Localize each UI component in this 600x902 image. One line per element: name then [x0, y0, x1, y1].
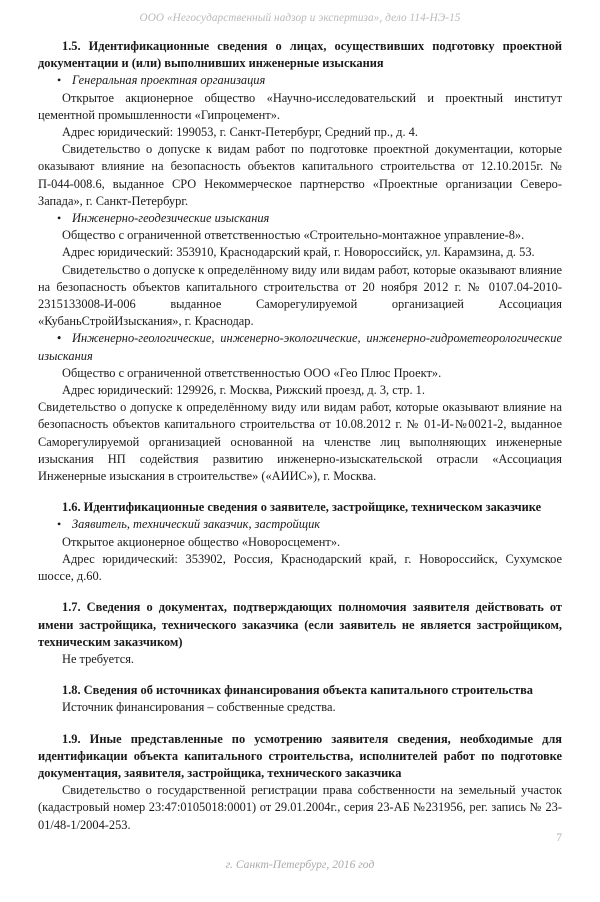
running-header: ООО «Негосударственный надзор и экспертиза», дело 114-НЭ-15 — [139, 12, 461, 24]
paragraph-1-5-sro-certificate: Свидетельство о допуске к видам работ по подготовке проектной документации, которые оказывают влияние на безопасность объектов капитального строительства от 12.10.2015г. № П-044-008.6, выданное СРО Некоммерческое партнерство «Проектные организации Северо-Запада», г. Санкт-Петербург. — [38, 142, 562, 208]
paragraph-1-5-geodetic-org: Общество с ограниченной ответственностью «Строительно-монтажное управление-8». — [62, 228, 525, 243]
bullet-list-1-6 — [38, 516, 562, 533]
bullet-item-label: Инженерно-геологические, инженерно-экологические, инженерно-гидрометеорологические изыскания — [38, 331, 562, 363]
paragraph-1-7-content: Не требуется. — [62, 651, 135, 666]
paragraph-1-5-legal-address: Адрес юридический: 199053, г. Санкт-Петербург, Средний пр., д. 4. — [62, 125, 418, 140]
bullet-list-1-5-c — [38, 330, 562, 364]
paragraph-1-5-org-name: Открытое акционерное общество «Научно-исследовательский и проектный институт цементной промышленности «Гипроцемент». — [38, 90, 562, 122]
paragraph-1-8-content: Источник финансирования – собственные средства. — [62, 700, 336, 715]
paragraph-1-6-applicant-address: Адрес юридический: 353902, Россия, Краснодарский край, г. Новороссийск, Сухумское шоссе, д.60. — [38, 551, 562, 584]
paragraph-1-6-applicant-name: Открытое акционерное общество «Новоросцемент». — [62, 534, 341, 549]
page-number: 7 — [556, 832, 562, 844]
bullet-item-geological-survey — [38, 330, 562, 364]
bullet-list-1-5-a — [38, 72, 562, 89]
section-heading-1-7: 1.7. Сведения о документах, подтверждающих полномочия заявителя действовать от имени застройщика, технического заказчика (если заявитель не является застройщиком, техническим заказчиком) — [38, 600, 562, 649]
section-heading-1-9: 1.9. Иные представленные по усмотрению заявителя сведения, необходимые для идентификации объекта капитального строительства, исполнителей работ по подготовке документация, заявителя, застройщика, технического заказчика — [38, 731, 562, 780]
bullet-marker-icon: • — [57, 331, 62, 346]
bullet-list-1-5-b — [38, 210, 562, 227]
paragraph-1-5-geodetic-address: Адрес юридический: 353910, Краснодарский край, г. Новороссийск, ул. Карамзина, д. 53. — [62, 245, 535, 260]
bullet-item-applicant: • Заявитель, технический заказчик, застройщик — [38, 516, 562, 533]
section-heading-1-6: 1.6. Идентификационные сведения о заявителе, застройщике, техническом заказчике — [62, 500, 542, 515]
document-body — [38, 38, 562, 834]
section-heading-1-8: 1.8. Сведения об источниках финансирования объекта капитального строительства — [62, 683, 533, 698]
paragraph-1-5-geodetic-certificate: Свидетельство о допуске к определённому виду или видам работ, которые оказывают влияние на безопасность объектов капитального строительства от 20 ноября 2012 г. № 0107.04-2010-2315133008-И-006 выданное Саморегулируемой организацией Ассоциация «КубаньСтройИзыскания», г. Краснодар. — [38, 262, 562, 329]
bullet-item-general-design-org: • Генеральная проектная организация — [38, 72, 562, 89]
section-heading-1-5: 1.5. Идентификационные сведения о лицах, осуществивших подготовку проектной документации и (или) выполнивших инженерные изыскания — [38, 39, 562, 71]
paragraph-1-9-content: Свидетельство о государственной регистрации права собственности на земельный участок (кадастровый номер 23:47:0105018:0001) от 29.01.2004г., серия 23-АБ №231956, рег. запись № 23-01/48-1/2004-253. — [38, 783, 562, 832]
bullet-item-geodetic-survey: • Инженерно-геодезические изыскания — [38, 210, 562, 227]
paragraph-1-5-geo-certificate: Свидетельство о допуске к определённому виду или видам работ, которые оказывают влияние на безопасность объектов капитального строительства от 10.08.2012 г. № 01-И-№0021-2, выданное Саморегулируемой организацией основанной на членстве лиц выполняющих инженерные изыскания НП содействия развитию инженерно-изыскательской отрасли «Ассоциация Инженерные изыскания в строительстве» («АИИС»), г. Москва. — [38, 400, 562, 484]
paragraph-1-5-geo-org: Общество с ограниченной ответственностью ООО «Гео Плюс Проект». — [62, 365, 442, 380]
document-footer: г. Санкт-Петербург, 2016 год — [225, 858, 375, 871]
paragraph-1-5-geo-address: Адрес юридический: 129926, г. Москва, Рижский проезд, д. 3, стр. 1. — [62, 383, 425, 398]
